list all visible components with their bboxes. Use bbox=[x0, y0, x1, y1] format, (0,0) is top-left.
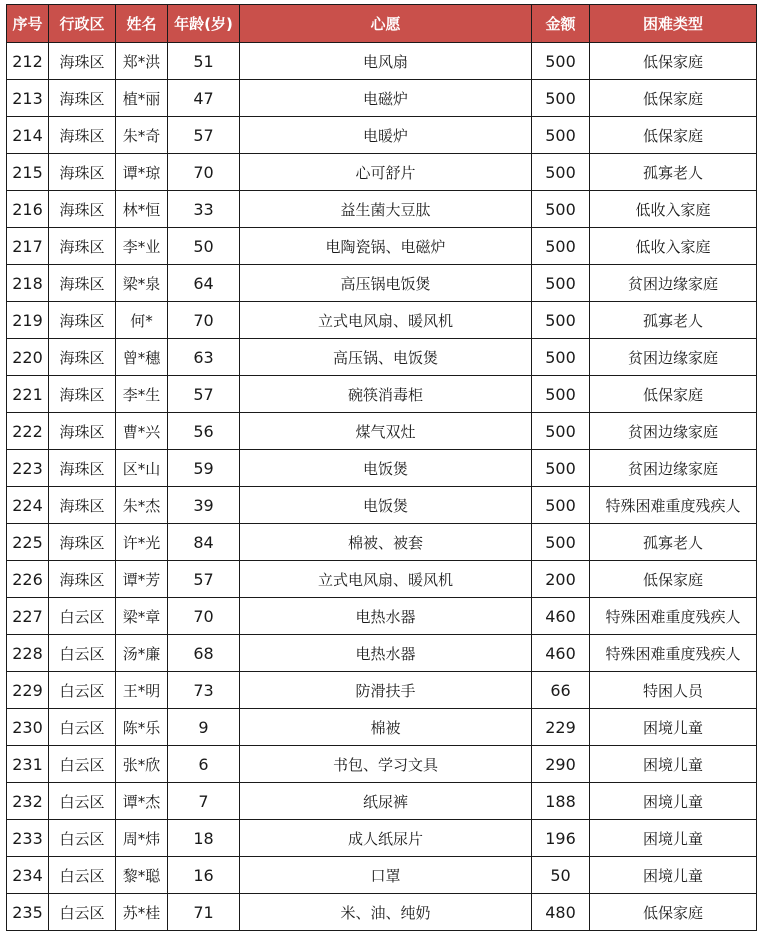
header-serial-number: 序号 bbox=[7, 5, 49, 43]
table-row bbox=[7, 894, 757, 931]
district-cell: 海珠区 bbox=[49, 265, 116, 302]
district-cell: 白云区 bbox=[49, 598, 116, 635]
amount-cell: 460 bbox=[532, 635, 590, 672]
serial-cell: 223 bbox=[7, 450, 49, 487]
district-cell: 海珠区 bbox=[49, 524, 116, 561]
amount-cell: 50 bbox=[532, 857, 590, 894]
district-cell: 海珠区 bbox=[49, 117, 116, 154]
district-cell: 海珠区 bbox=[49, 561, 116, 598]
age-cell: 33 bbox=[168, 191, 240, 228]
table-row bbox=[7, 524, 757, 561]
header-wish: 心愿 bbox=[240, 5, 532, 43]
name-cell: 谭*杰 bbox=[116, 783, 168, 820]
age-cell: 57 bbox=[168, 117, 240, 154]
serial-cell: 215 bbox=[7, 154, 49, 191]
hardship-type-cell: 低保家庭 bbox=[590, 80, 757, 117]
district-cell: 海珠区 bbox=[49, 450, 116, 487]
district-cell: 白云区 bbox=[49, 894, 116, 931]
district-cell: 白云区 bbox=[49, 746, 116, 783]
amount-cell: 66 bbox=[532, 672, 590, 709]
wish-cell: 电暖炉 bbox=[240, 117, 532, 154]
table-row bbox=[7, 80, 757, 117]
amount-cell: 500 bbox=[532, 43, 590, 80]
name-cell: 梁*泉 bbox=[116, 265, 168, 302]
amount-cell: 500 bbox=[532, 117, 590, 154]
hardship-type-cell: 困境儿童 bbox=[590, 857, 757, 894]
table-row bbox=[7, 820, 757, 857]
table-row bbox=[7, 228, 757, 265]
serial-cell: 212 bbox=[7, 43, 49, 80]
hardship-type-cell: 特殊困难重度残疾人 bbox=[590, 635, 757, 672]
age-cell: 70 bbox=[168, 154, 240, 191]
wish-cell: 心可舒片 bbox=[240, 154, 532, 191]
wish-cell: 电热水器 bbox=[240, 598, 532, 635]
table-row bbox=[7, 191, 757, 228]
hardship-type-cell: 贫困边缘家庭 bbox=[590, 339, 757, 376]
wish-list-table bbox=[6, 4, 757, 931]
amount-cell: 500 bbox=[532, 487, 590, 524]
table-row bbox=[7, 635, 757, 672]
table-row bbox=[7, 43, 757, 80]
district-cell: 白云区 bbox=[49, 709, 116, 746]
header-row bbox=[7, 5, 757, 43]
name-cell: 许*光 bbox=[116, 524, 168, 561]
age-cell: 59 bbox=[168, 450, 240, 487]
age-cell: 9 bbox=[168, 709, 240, 746]
header-amount: 金额 bbox=[532, 5, 590, 43]
hardship-type-cell: 孤寡老人 bbox=[590, 154, 757, 191]
table-row bbox=[7, 783, 757, 820]
age-cell: 64 bbox=[168, 265, 240, 302]
age-cell: 70 bbox=[168, 598, 240, 635]
wish-cell: 煤气双灶 bbox=[240, 413, 532, 450]
name-cell: 王*明 bbox=[116, 672, 168, 709]
hardship-type-cell: 特殊困难重度残疾人 bbox=[590, 487, 757, 524]
table-row bbox=[7, 709, 757, 746]
district-cell: 白云区 bbox=[49, 857, 116, 894]
district-cell: 海珠区 bbox=[49, 43, 116, 80]
hardship-type-cell: 孤寡老人 bbox=[590, 302, 757, 339]
table-row bbox=[7, 487, 757, 524]
name-cell: 曹*兴 bbox=[116, 413, 168, 450]
amount-cell: 500 bbox=[532, 413, 590, 450]
hardship-type-cell: 贫困边缘家庭 bbox=[590, 450, 757, 487]
district-cell: 海珠区 bbox=[49, 376, 116, 413]
hardship-type-cell: 贫困边缘家庭 bbox=[590, 265, 757, 302]
age-cell: 68 bbox=[168, 635, 240, 672]
table-row bbox=[7, 746, 757, 783]
serial-cell: 231 bbox=[7, 746, 49, 783]
name-cell: 苏*桂 bbox=[116, 894, 168, 931]
district-cell: 海珠区 bbox=[49, 302, 116, 339]
wish-cell: 益生菌大豆肽 bbox=[240, 191, 532, 228]
amount-cell: 500 bbox=[532, 376, 590, 413]
age-cell: 51 bbox=[168, 43, 240, 80]
name-cell: 林*恒 bbox=[116, 191, 168, 228]
serial-cell: 229 bbox=[7, 672, 49, 709]
wish-cell: 高压锅、电饭煲 bbox=[240, 339, 532, 376]
district-cell: 海珠区 bbox=[49, 413, 116, 450]
amount-cell: 229 bbox=[532, 709, 590, 746]
table-header bbox=[7, 5, 757, 43]
amount-cell: 188 bbox=[532, 783, 590, 820]
serial-cell: 222 bbox=[7, 413, 49, 450]
hardship-type-cell: 低收入家庭 bbox=[590, 191, 757, 228]
name-cell: 梁*章 bbox=[116, 598, 168, 635]
hardship-type-cell: 低保家庭 bbox=[590, 894, 757, 931]
age-cell: 73 bbox=[168, 672, 240, 709]
table-body bbox=[7, 43, 757, 931]
serial-cell: 214 bbox=[7, 117, 49, 154]
amount-cell: 500 bbox=[532, 450, 590, 487]
serial-cell: 217 bbox=[7, 228, 49, 265]
table-row bbox=[7, 857, 757, 894]
header-district: 行政区 bbox=[49, 5, 116, 43]
amount-cell: 460 bbox=[532, 598, 590, 635]
wish-cell: 电磁炉 bbox=[240, 80, 532, 117]
table-row bbox=[7, 561, 757, 598]
district-cell: 白云区 bbox=[49, 635, 116, 672]
header-hardship-type: 困难类型 bbox=[590, 5, 757, 43]
amount-cell: 480 bbox=[532, 894, 590, 931]
serial-cell: 227 bbox=[7, 598, 49, 635]
hardship-type-cell: 特困人员 bbox=[590, 672, 757, 709]
district-cell: 白云区 bbox=[49, 820, 116, 857]
amount-cell: 500 bbox=[532, 339, 590, 376]
hardship-type-cell: 困境儿童 bbox=[590, 746, 757, 783]
wish-cell: 碗筷消毒柜 bbox=[240, 376, 532, 413]
name-cell: 朱*杰 bbox=[116, 487, 168, 524]
age-cell: 6 bbox=[168, 746, 240, 783]
district-cell: 海珠区 bbox=[49, 191, 116, 228]
wish-cell: 电饭煲 bbox=[240, 487, 532, 524]
hardship-type-cell: 困境儿童 bbox=[590, 783, 757, 820]
district-cell: 白云区 bbox=[49, 672, 116, 709]
district-cell: 海珠区 bbox=[49, 154, 116, 191]
table-row bbox=[7, 302, 757, 339]
age-cell: 63 bbox=[168, 339, 240, 376]
name-cell: 朱*奇 bbox=[116, 117, 168, 154]
amount-cell: 500 bbox=[532, 191, 590, 228]
amount-cell: 200 bbox=[532, 561, 590, 598]
table-row bbox=[7, 450, 757, 487]
name-cell: 张*欣 bbox=[116, 746, 168, 783]
amount-cell: 500 bbox=[532, 154, 590, 191]
table-row bbox=[7, 376, 757, 413]
hardship-type-cell: 贫困边缘家庭 bbox=[590, 413, 757, 450]
amount-cell: 500 bbox=[532, 524, 590, 561]
serial-cell: 224 bbox=[7, 487, 49, 524]
wish-cell: 米、油、纯奶 bbox=[240, 894, 532, 931]
age-cell: 7 bbox=[168, 783, 240, 820]
serial-cell: 234 bbox=[7, 857, 49, 894]
serial-cell: 232 bbox=[7, 783, 49, 820]
serial-cell: 228 bbox=[7, 635, 49, 672]
serial-cell: 213 bbox=[7, 80, 49, 117]
amount-cell: 290 bbox=[532, 746, 590, 783]
age-cell: 57 bbox=[168, 376, 240, 413]
serial-cell: 226 bbox=[7, 561, 49, 598]
wish-cell: 电饭煲 bbox=[240, 450, 532, 487]
hardship-type-cell: 低保家庭 bbox=[590, 43, 757, 80]
wish-cell: 口罩 bbox=[240, 857, 532, 894]
hardship-type-cell: 低保家庭 bbox=[590, 376, 757, 413]
serial-cell: 221 bbox=[7, 376, 49, 413]
hardship-type-cell: 低保家庭 bbox=[590, 117, 757, 154]
hardship-type-cell: 孤寡老人 bbox=[590, 524, 757, 561]
amount-cell: 500 bbox=[532, 265, 590, 302]
name-cell: 李*生 bbox=[116, 376, 168, 413]
header-name: 姓名 bbox=[116, 5, 168, 43]
age-cell: 50 bbox=[168, 228, 240, 265]
amount-cell: 500 bbox=[532, 302, 590, 339]
name-cell: 曾*穗 bbox=[116, 339, 168, 376]
hardship-type-cell: 困境儿童 bbox=[590, 709, 757, 746]
amount-cell: 500 bbox=[532, 80, 590, 117]
district-cell: 海珠区 bbox=[49, 80, 116, 117]
district-cell: 海珠区 bbox=[49, 339, 116, 376]
name-cell: 汤*廉 bbox=[116, 635, 168, 672]
name-cell: 郑*洪 bbox=[116, 43, 168, 80]
name-cell: 陈*乐 bbox=[116, 709, 168, 746]
wish-cell: 防滑扶手 bbox=[240, 672, 532, 709]
wish-cell: 电风扇 bbox=[240, 43, 532, 80]
name-cell: 何* bbox=[116, 302, 168, 339]
table-row bbox=[7, 413, 757, 450]
wish-cell: 棉被、被套 bbox=[240, 524, 532, 561]
name-cell: 周*炜 bbox=[116, 820, 168, 857]
age-cell: 84 bbox=[168, 524, 240, 561]
wish-cell: 立式电风扇、暖风机 bbox=[240, 302, 532, 339]
age-cell: 56 bbox=[168, 413, 240, 450]
name-cell: 谭*芳 bbox=[116, 561, 168, 598]
amount-cell: 196 bbox=[532, 820, 590, 857]
wish-cell: 书包、学习文具 bbox=[240, 746, 532, 783]
age-cell: 71 bbox=[168, 894, 240, 931]
serial-cell: 216 bbox=[7, 191, 49, 228]
hardship-type-cell: 低收入家庭 bbox=[590, 228, 757, 265]
name-cell: 谭*琼 bbox=[116, 154, 168, 191]
age-cell: 18 bbox=[168, 820, 240, 857]
serial-cell: 235 bbox=[7, 894, 49, 931]
hardship-type-cell: 困境儿童 bbox=[590, 820, 757, 857]
wish-cell: 电热水器 bbox=[240, 635, 532, 672]
hardship-type-cell: 特殊困难重度残疾人 bbox=[590, 598, 757, 635]
name-cell: 区*山 bbox=[116, 450, 168, 487]
name-cell: 李*业 bbox=[116, 228, 168, 265]
age-cell: 39 bbox=[168, 487, 240, 524]
wish-cell: 成人纸尿片 bbox=[240, 820, 532, 857]
serial-cell: 233 bbox=[7, 820, 49, 857]
district-cell: 白云区 bbox=[49, 783, 116, 820]
table-row bbox=[7, 339, 757, 376]
table-row bbox=[7, 672, 757, 709]
age-cell: 70 bbox=[168, 302, 240, 339]
wish-cell: 高压锅电饭煲 bbox=[240, 265, 532, 302]
district-cell: 海珠区 bbox=[49, 487, 116, 524]
name-cell: 植*丽 bbox=[116, 80, 168, 117]
serial-cell: 218 bbox=[7, 265, 49, 302]
table-row bbox=[7, 265, 757, 302]
age-cell: 47 bbox=[168, 80, 240, 117]
wish-cell: 棉被 bbox=[240, 709, 532, 746]
hardship-type-cell: 低保家庭 bbox=[590, 561, 757, 598]
wish-cell: 纸尿裤 bbox=[240, 783, 532, 820]
name-cell: 黎*聪 bbox=[116, 857, 168, 894]
age-cell: 16 bbox=[168, 857, 240, 894]
serial-cell: 230 bbox=[7, 709, 49, 746]
table-row bbox=[7, 598, 757, 635]
wish-cell: 电陶瓷锅、电磁炉 bbox=[240, 228, 532, 265]
table-row bbox=[7, 154, 757, 191]
amount-cell: 500 bbox=[532, 228, 590, 265]
wish-cell: 立式电风扇、暖风机 bbox=[240, 561, 532, 598]
serial-cell: 219 bbox=[7, 302, 49, 339]
age-cell: 57 bbox=[168, 561, 240, 598]
serial-cell: 220 bbox=[7, 339, 49, 376]
header-age: 年龄(岁) bbox=[168, 5, 240, 43]
district-cell: 海珠区 bbox=[49, 228, 116, 265]
serial-cell: 225 bbox=[7, 524, 49, 561]
table-row bbox=[7, 117, 757, 154]
